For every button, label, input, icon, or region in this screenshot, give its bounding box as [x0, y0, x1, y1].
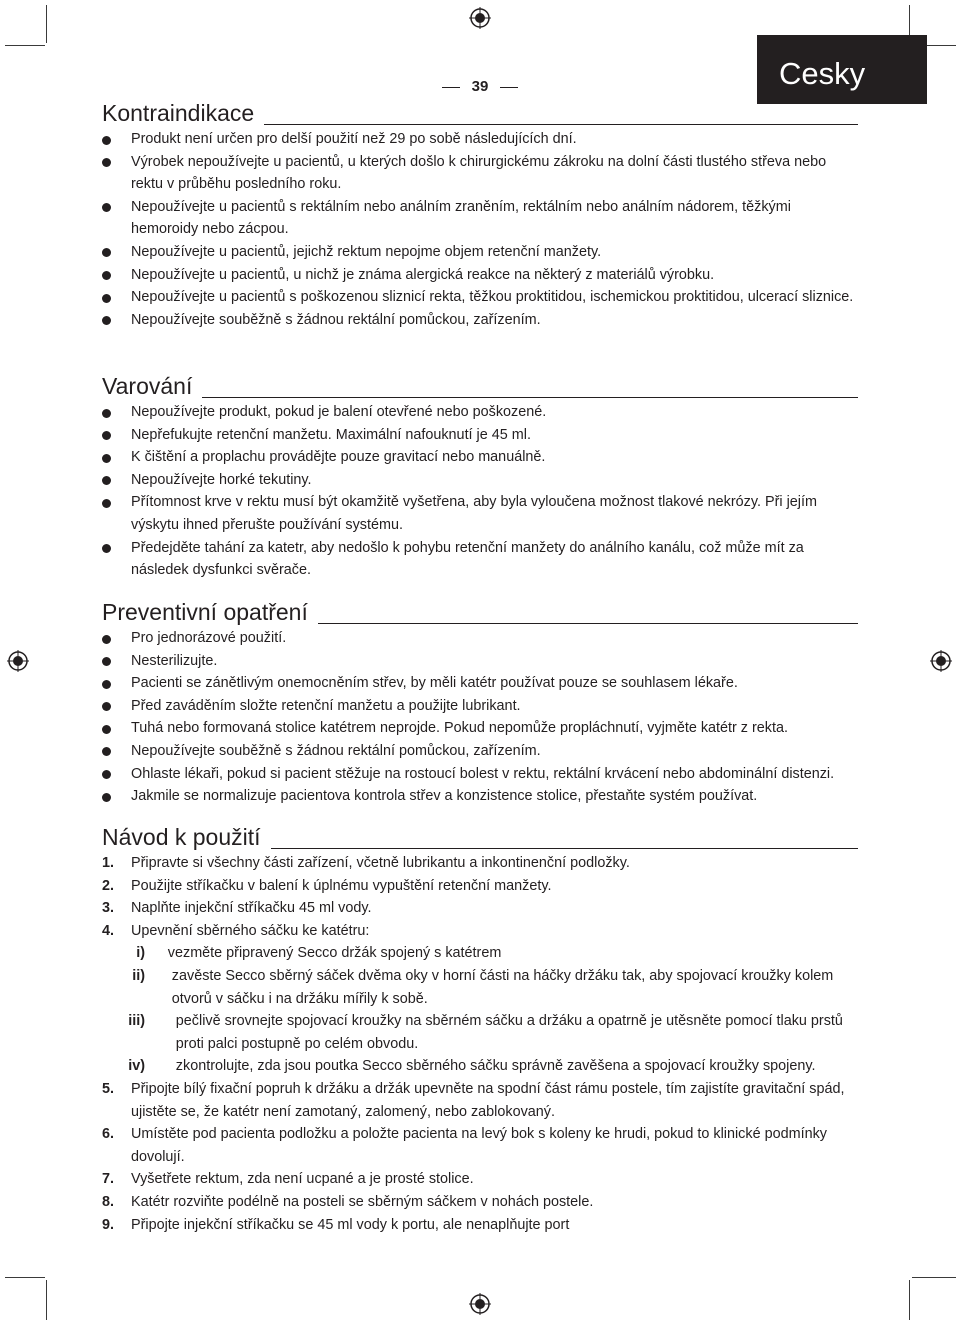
step-item: 7. Vyšetřete rektum, zda není ucpané a je prosté stolice. [102, 1171, 474, 1188]
list-item: Nepoužívejte u pacientů s poškozenou sliznicí rekta, těžkou proktitidou, ischemickou proktitidou, ulcerací sliznice. [102, 286, 858, 309]
list-item: Předejděte tahání za katetr, aby nedošlo k pohybu retenční manžety do análního kanálu, což může mít za následek dysfunkci svěrače. [102, 537, 858, 582]
bullet-icon [102, 657, 111, 666]
bullet-list [102, 128, 858, 331]
list-item: Výrobek nepoužívejte u pacientů, u kterých došlo k chirurgickému zákroku na dolní části tlustého střeva nebo rektu v průběhu posledního roku. [102, 151, 858, 196]
list-item: Nepoužívejte horké tekutiny. [102, 469, 858, 492]
list-item: Produkt není určen pro delší použití než 29 po sobě následujících dní. [102, 128, 858, 151]
bullet-list [102, 401, 858, 582]
bullet-icon [102, 158, 111, 167]
crop-mark [909, 1280, 910, 1320]
list-item: Nepoužívejte u pacientů, u nichž je známa alergická reakce na některý z materiálů výrobku. [102, 264, 858, 287]
bullet-icon [102, 294, 111, 303]
crop-mark [5, 45, 45, 46]
substep-item: ii) zavěste Secco sběrný sáček dvěma oky v horní části na háčky držáku tak, aby spojovací kroužky kolem otvorů v sáčku i na držáku mířily k sobě. [132, 967, 834, 1007]
section-rule [102, 397, 858, 398]
bullet-icon [102, 544, 111, 553]
list-item: Nepřefukujte retenční manžetu. Maximální nafouknutí je 45 ml. [102, 424, 858, 447]
section-title: Varování [102, 372, 202, 400]
step-item: 3. Naplňte injekční stříkačku 45 ml vody. [102, 900, 372, 917]
section-precautions [102, 598, 858, 808]
bullet-icon [102, 793, 111, 802]
substep-item: i) vezměte připravený Secco držák spojený s katétrem [136, 945, 502, 962]
section-instructions [102, 823, 858, 1236]
list-item: Pro jednorázové použití. [102, 627, 858, 650]
list-item: Nepoužívejte souběžně s žádnou rektální pomůckou, zařízením. [102, 309, 858, 332]
bullet-icon [102, 680, 111, 689]
list-item: Tuhá nebo formovaná stolice katétrem neprojde. Pokud nepomůže propláchnutí, vyjměte katétr z rekta. [102, 717, 858, 740]
crop-mark [5, 1277, 45, 1278]
list-item: Nepoužívejte produkt, pokud je balení otevřené nebo poškozené. [102, 401, 858, 424]
bullet-icon [102, 136, 111, 145]
substep-list [128, 942, 858, 1078]
bullet-icon [102, 431, 111, 440]
bullet-icon [102, 635, 111, 644]
bullet-list [102, 627, 858, 808]
step-item: 8. Katétr rozviňte podélně na posteli se sběrným sáčkem v nohách postele. [102, 1193, 594, 1210]
list-item: Pacienti se zánětlivým onemocněním střev, by měli katétr používat pouze se souhlasem lékaře. [102, 672, 858, 695]
section-title: Preventivní opatření [102, 598, 318, 626]
step-item: 6. Umístěte pod pacienta podložku a položte pacienta na levý bok s koleny ke hrudi, pokud to klinické podmínky dovolují. [102, 1126, 827, 1165]
language-tab: Cesky [757, 35, 927, 104]
registration-mark-icon [930, 650, 952, 672]
numbered-list [102, 852, 858, 1236]
crop-mark [46, 5, 47, 43]
bullet-icon [102, 499, 111, 508]
bullet-icon [102, 271, 111, 280]
crop-mark [912, 1277, 956, 1278]
bullet-icon [102, 454, 111, 463]
step-item: 2. Použijte stříkačku v balení k úplnému vypuštění retenční manžety. [102, 877, 552, 894]
bullet-icon [102, 203, 111, 212]
registration-mark-icon [469, 7, 491, 29]
registration-mark-icon [7, 650, 29, 672]
bullet-icon [102, 409, 111, 418]
list-item: Nepoužívejte souběžně s žádnou rektální pomůckou, zařízením. [102, 740, 858, 763]
section-title: Kontraindikace [102, 99, 264, 127]
registration-mark-icon [469, 1293, 491, 1315]
section-warnings [102, 372, 858, 582]
list-item: Nepoužívejte u pacientů, jejichž rektum nepojme objem retenční manžety. [102, 241, 858, 264]
substep-item: iii) pečlivě srovnejte spojovací kroužky na sběrném sáčku a držáku a opatrně je utěsněte pomocí tlaku prstů proti palci postupně po celém obvodu. [128, 1013, 843, 1052]
bullet-icon [102, 476, 111, 485]
bullet-icon [102, 702, 111, 711]
step-item: 9. Připojte injekční stříkačku se 45 ml vody k portu, ale nenaplňujte port [102, 1216, 570, 1233]
list-item: Jakmile se normalizuje pacientova kontrola střev a konzistence stolice, přestaňte systém používat. [102, 785, 858, 808]
section-contraindications [102, 99, 858, 331]
list-item: Před zaváděním složte retenční manžetu a použijte lubrikant. [102, 695, 858, 718]
step-item: 1. Připravte si všechny části zařízení, včetně lubrikantu a inkontinenční podložky. [102, 855, 630, 871]
bullet-icon [102, 248, 111, 257]
bullet-icon [102, 316, 111, 325]
list-item: Přítomnost krve v rektu musí být okamžitě vyšetřena, aby byla vyloučena možnost tlakové nekrózy. Při jejím výskytu ihned přerušte používání systému. [102, 491, 858, 536]
list-item: Ohlaste lékaři, pokud si pacient stěžuje na rostoucí bolest v rektu, rektální krvácení nebo abdominální distenzi. [102, 763, 858, 786]
bullet-icon [102, 725, 111, 734]
list-item: Nesterilizujte. [102, 650, 858, 673]
step-item: 5. Připojte bílý fixační popruh k držáku a držák upevněte na spodní část rámu postele, tím zajistíte gravitační spád, ujistěte se, že katétr není zamotaný, zalomený, nebo zablokovaný. [102, 1080, 845, 1120]
crop-mark [46, 1280, 47, 1320]
section-title: Návod k použití [102, 823, 271, 851]
list-item: Nepoužívejte u pacientů s rektálním nebo análním zraněním, rektálním nebo análním nádorem, těžkými hemoroidy nebo zácpou. [102, 196, 858, 241]
bullet-icon [102, 747, 111, 756]
step-item: 4. Upevnění sběrného sáčku ke katétru: i) vezměte připravený Secco držák spojený s katétrem ii) zavěste Secco sběrný sáček dvěma oky v horní části na háčky držáku tak, aby spojovací kroužky kolem otvorů v sáčku i na držáku mířily k sobě. iii) pečlivě srovnejte spojovací kroužky na sběrném sáčku a držáku a opatrně je utěsněte pomocí tlaku prstů proti palci postupně po celém obvodu. iv) zkontrolujte, zda jsou poutka Secco sběrného sáčku správně zavěšena a spojovací kroužky spojeny. [102, 920, 858, 1078]
bullet-icon [102, 770, 111, 779]
substep-item: iv) zkontrolujte, zda jsou poutka Secco sběrného sáčku správně zavěšena a spojovací kroužky spojeny. [128, 1058, 816, 1075]
page-number: 39 [450, 78, 510, 95]
list-item: K čištění a proplachu provádějte pouze gravitací nebo manuálně. [102, 446, 858, 469]
